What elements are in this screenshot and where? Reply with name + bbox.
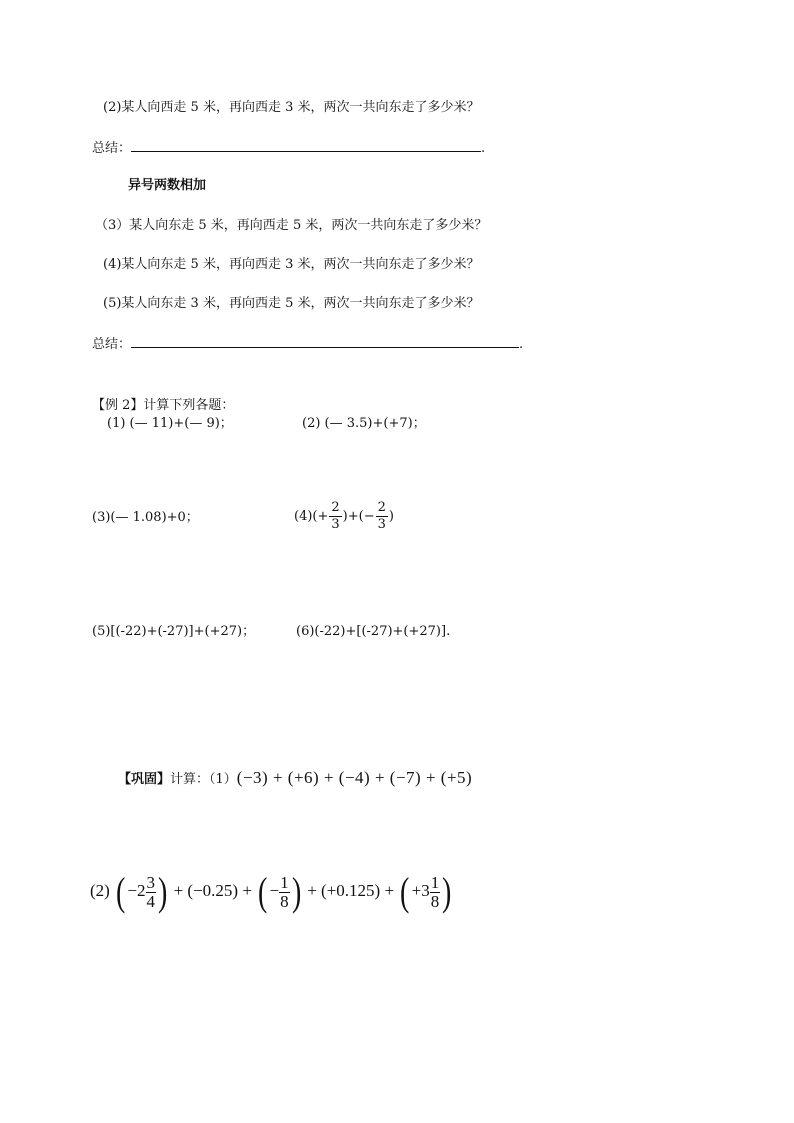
expression-1: (−3) + (+6) + (−4) + (−7) + (+5): [236, 768, 473, 787]
problem-2: (2) (— 3.5)+(+7)；: [302, 416, 426, 431]
question-3: （3）某人向东走 5 米，再向西走 5 米，两次一共向东走了多少米？: [95, 218, 488, 233]
expression-2: (2) ( −2 $\frac{3}{4}$ ) + (−0.25) + ( − $\frac{1}{8}$ ) + (+0.125) + ( +3 $\frac{1}{8}$ ): [90, 869, 452, 915]
problem-6: (6)(-22)+[(-27)+(+27)].: [296, 624, 451, 639]
problem-3: (3)(— 1.08)+0；: [92, 510, 199, 525]
problem-4: [294, 497, 394, 537]
fraction: $\frac{3}{4}$: [146, 872, 155, 911]
consolidate-label: 【巩固】: [118, 772, 171, 787]
answer-blank[interactable]: [131, 335, 519, 348]
q2-label: (2): [90, 881, 110, 900]
consolidate-line: [118, 766, 472, 792]
fraction: $\frac{2}{3}$: [331, 500, 340, 532]
summary-line-2: [92, 335, 523, 354]
problem-4-suffix: ): [388, 509, 394, 524]
fraction: $\frac{1}{8}$: [430, 872, 440, 911]
question-4: (4)某人向东走 5 米，再向西走 3 米，两次一共向东走了多少米？: [103, 257, 480, 272]
term-2: (−0.25): [187, 881, 239, 900]
problem-4-mid: )+(−: [342, 509, 375, 524]
problem-5: (5)[(-22)+(-27)]+(+27)；: [92, 624, 256, 639]
summary-end: .: [481, 141, 486, 156]
mixed-whole: +3: [411, 881, 430, 900]
example-2-title: 【例 2】计算下列各题：: [92, 398, 235, 413]
calc-label: 计算：（1）: [170, 772, 237, 787]
summary-label: 总结：: [92, 141, 132, 156]
problem-4-prefix: (4)(+: [294, 509, 329, 524]
summary-end: .: [519, 337, 524, 352]
answer-blank[interactable]: [131, 139, 481, 152]
question-2: (2)某人向西走 5 米，再向西走 3 米，两次一共向东走了多少米？: [103, 100, 480, 115]
question-5: (5)某人向东走 3 米，再向西走 5 米，两次一共向东走了多少米？: [103, 296, 480, 311]
summary-label: 总结：: [92, 337, 132, 352]
fraction: $\frac{1}{8}$: [280, 872, 289, 911]
section-heading: 异号两数相加: [128, 178, 207, 193]
problem-1: (1) (— 11)+(— 9)；: [107, 416, 233, 431]
term-4: (+0.125): [321, 881, 381, 900]
fraction: $\frac{2}{3}$: [377, 500, 386, 532]
summary-line-1: [92, 139, 485, 158]
mixed-whole: −2: [127, 881, 146, 900]
